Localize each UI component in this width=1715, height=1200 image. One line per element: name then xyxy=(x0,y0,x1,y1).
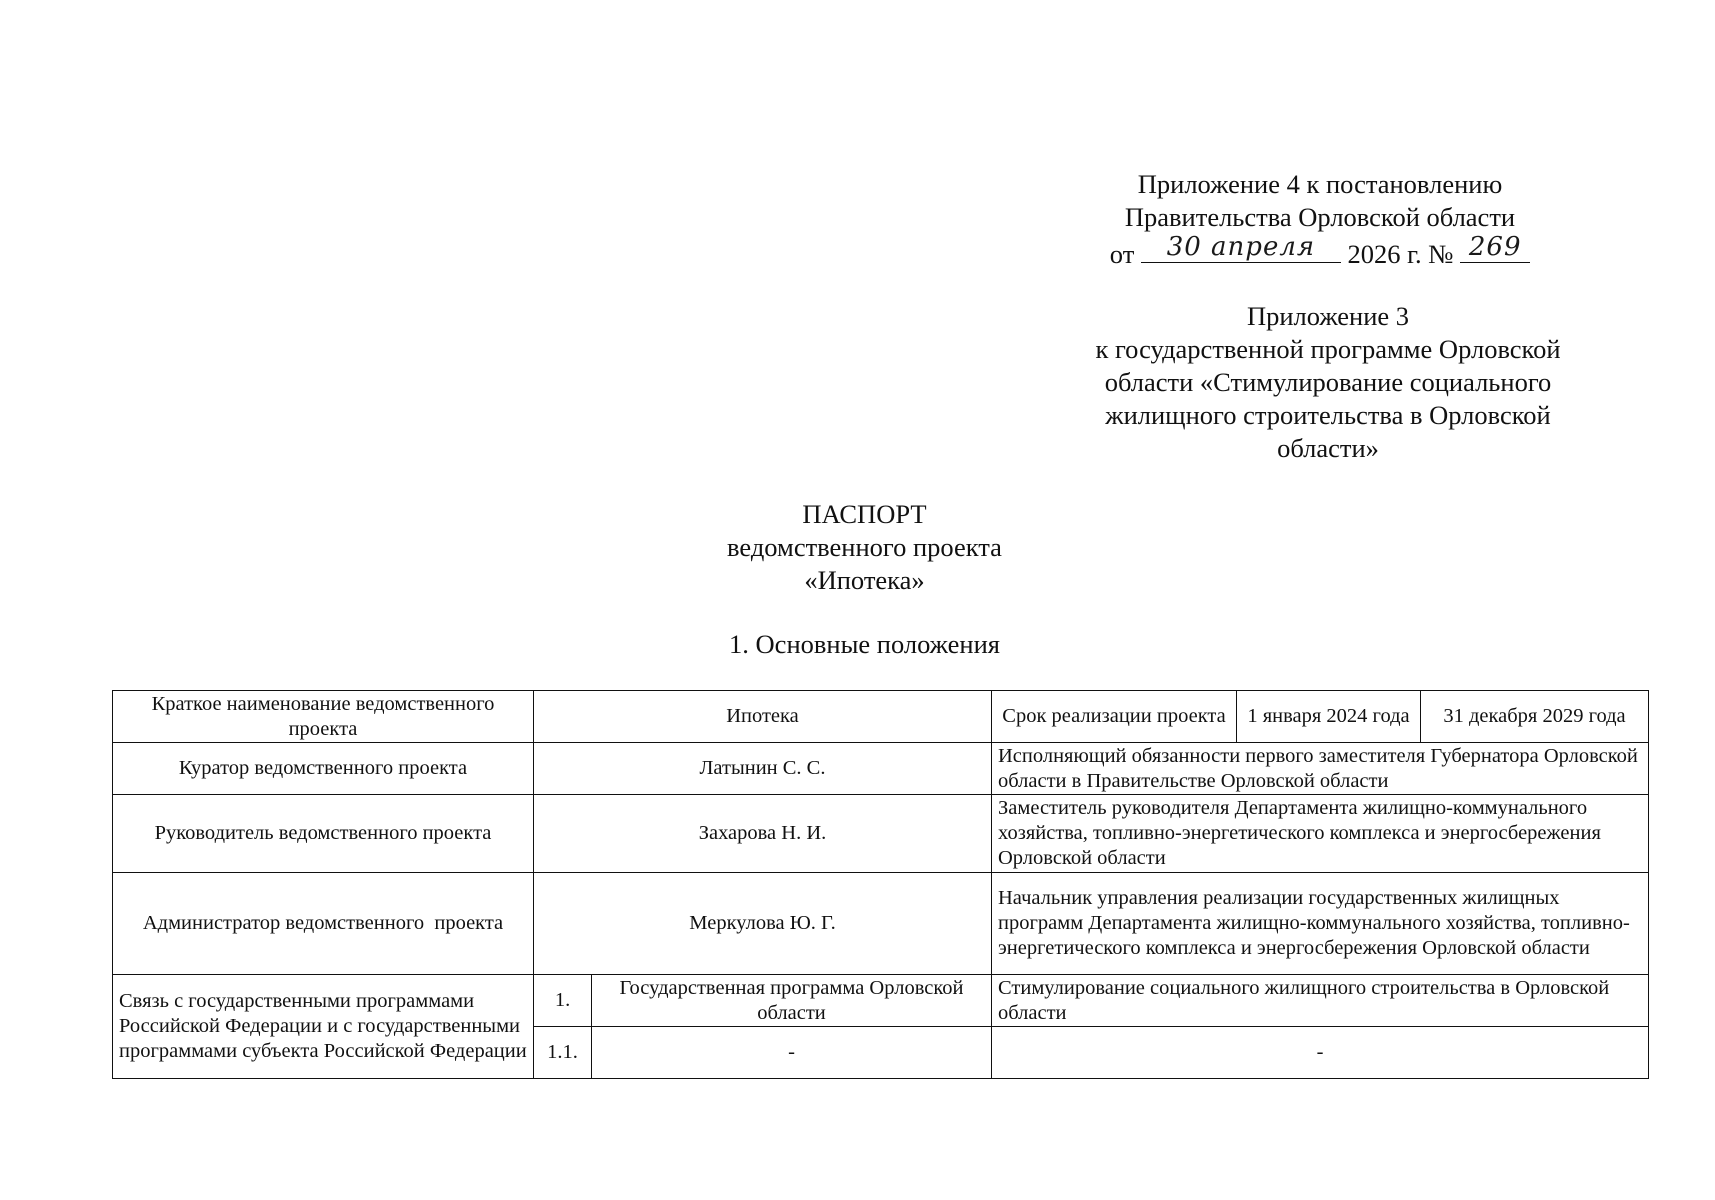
number-blank xyxy=(1460,234,1530,263)
term-start: 1 января 2024 года xyxy=(1237,691,1421,743)
appendix-4-date-line xyxy=(1090,234,1550,271)
curator-name: Латынин С. С. xyxy=(534,743,992,795)
project-name: «Ипотека» xyxy=(804,565,925,595)
appendix-4-line-2: Правительства Орловской области xyxy=(1124,202,1516,232)
program-number-1: 1. xyxy=(534,975,592,1027)
year-number-label: 2026 г. № xyxy=(1347,239,1454,269)
passport-subtitle: ведомственного проекта xyxy=(727,532,1002,562)
program-type-2: - xyxy=(592,1027,992,1079)
program-name-2: - xyxy=(992,1027,1649,1079)
appendix-3-line-2: к государственной программе Орловской xyxy=(1095,334,1561,364)
table-row xyxy=(113,691,1649,743)
term-end: 31 декабря 2029 года xyxy=(1421,691,1649,743)
head-label: Руководитель ведомственного проекта xyxy=(113,795,534,873)
appendix-3-line-1: Приложение 3 xyxy=(1246,301,1410,331)
program-type-1: Государственная программа Орловской области xyxy=(592,975,992,1027)
administrator-label: Администратор ведомственного проекта xyxy=(113,873,534,975)
term-label: Срок реализации проекта xyxy=(992,691,1237,743)
appendix-3-line-4: жилищного строительства в Орловской xyxy=(1105,400,1551,430)
appendix-4-line-1: Приложение 4 к постановлению xyxy=(1137,169,1503,199)
curator-label: Куратор ведомственного проекта xyxy=(113,743,534,795)
short-name-value: Ипотека xyxy=(534,691,992,743)
appendix-4-header xyxy=(1090,168,1550,271)
table-row xyxy=(113,795,1649,873)
date-blank xyxy=(1141,234,1341,263)
program-number-2: 1.1. xyxy=(534,1027,592,1079)
appendix-3-line-5: области» xyxy=(1277,433,1379,463)
main-provisions-table xyxy=(112,690,1649,1079)
section-heading: 1. Основные положения xyxy=(729,629,1000,659)
program-link-label: Связь с государственными программами Российской Федерации и с государственными программами субъекта Российской Федерации xyxy=(113,975,534,1079)
curator-position: Исполняющий обязанности первого заместителя Губернатора Орловской области в Правительстве Орловской области xyxy=(992,743,1649,795)
administrator-name: Меркулова Ю. Г. xyxy=(534,873,992,975)
from-label: от xyxy=(1109,239,1135,269)
program-name-1: Стимулирование социального жилищного строительства в Орловской области xyxy=(992,975,1649,1027)
head-position: Заместитель руководителя Департамента жилищно-коммунального хозяйства, топливно-энергетического комплекса и энергосбережения Орловской области xyxy=(992,795,1649,873)
handwritten-date: 30 апреля xyxy=(1166,232,1316,262)
table-row xyxy=(113,873,1649,975)
table-row xyxy=(113,743,1649,795)
passport-title-block xyxy=(0,498,1715,597)
appendix-3-line-3: области «Стимулирование социального xyxy=(1104,367,1552,397)
appendix-3-header xyxy=(1078,300,1578,465)
table-row xyxy=(113,975,1649,1027)
short-name-label: Краткое наименование ведомственного проекта xyxy=(113,691,534,743)
administrator-position: Начальник управления реализации государственных жилищных программ Департамента жилищно-коммунального хозяйства, топливно-энергетического комплекса и энергосбережения Орловской области xyxy=(992,873,1649,975)
handwritten-number: 269 xyxy=(1468,232,1522,262)
head-name: Захарова Н. И. xyxy=(534,795,992,873)
passport-title: ПАСПОРТ xyxy=(802,499,927,529)
